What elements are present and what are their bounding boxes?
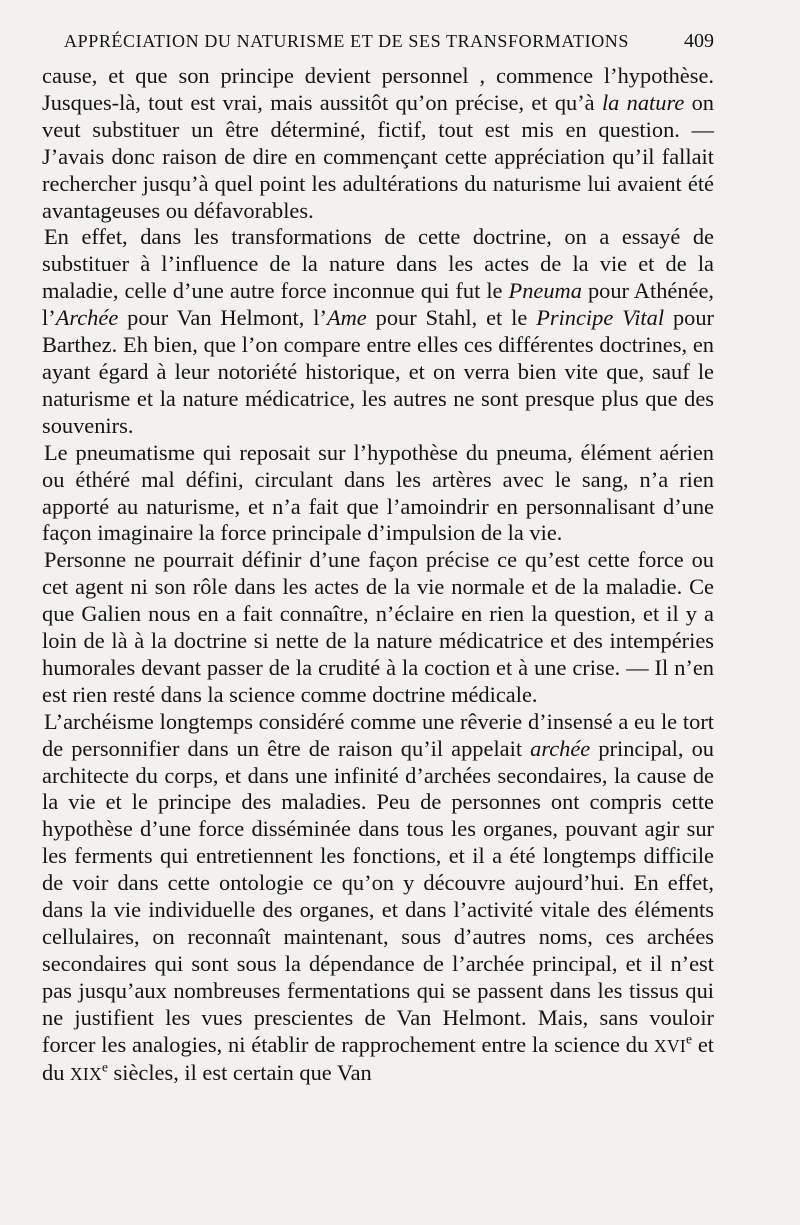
- paragraph-5: L’archéisme longtemps considéré comme une rêverie d’insensé a eu le tort de personnifier dans un être de raison qu’il appelait archée principal, ou architecte du corps, et dans une infinité d’archées secondaires, la cause de la vie et le principe des maladies. Peu de personnes ont compris cette hypothèse d’une force disséminée dans tous les organes, pouvant agir sur les ferments qui entretiennent les fonctions, et il a été longtemps difficile de voir dans cette ontologie ce qu’on y découvre aujourd’hui. En effet, dans la vie individuelle des organes, et dans l’activité vitale des éléments cellulaires, on reconnaît maintenant, sous d’autres noms, ces archées secondaires qui sont sous la dépendance de l’archée principal, et il n’est pas jusqu’aux nombreuses fermentations qui se passent dans les tissus qui ne justifient les vues prescientes de Van Helmont. Mais, sans vouloir forcer les analogies, ni établir de rapprochement entre la science du XVIe et du XIXe siècles, il est certain que Van: [42, 708, 714, 1085]
- running-title: APPRÉCIATION DU NATURISME ET DE SES TRANSFORMATIONS: [64, 31, 630, 51]
- paragraph-4: Personne ne pourrait définir d’une façon précise ce qu’est cette force ou cet agent ni son rôle dans les actes de la vie normale et de la maladie. Ce que Galien nous en a fait connaître, n’éclaire en rien la question, et il y a loin de là à la doctrine si nette de la nature médicatrice et des intempéries humorales devant passer de la crudité à la coction et à une crise. — Il n’en est rien resté dans la science comme doctrine médicale.: [42, 547, 714, 707]
- body-text: [42, 63, 714, 1087]
- italic-term: archée: [530, 735, 591, 761]
- italic-term: Ame: [326, 305, 367, 331]
- superscript: e: [101, 1059, 108, 1075]
- italic-term: la nature: [601, 89, 685, 115]
- superscript: e: [686, 1031, 692, 1047]
- paragraph-3: Le pneumatisme qui reposait sur l’hypothèse du pneuma, élément aérien ou éthéré mal défini, circulant dans les artères avec le sang, n’a rien apporté au naturisme, et n’a fait que l’amoindrir en personnalisant d’une façon imaginaire la force principale d’impulsion de la vie.: [42, 439, 714, 546]
- italic-term: Archée: [55, 305, 119, 331]
- century-numeral: XVI: [654, 1035, 686, 1056]
- century-numeral: XIX: [70, 1063, 102, 1084]
- running-head: [64, 30, 714, 53]
- page-number: 409: [684, 30, 714, 52]
- paragraph-2: En effet, dans les transformations de cette doctrine, on a essayé de substituer à l’influence de la nature dans les actes de la vie et de la maladie, celle d’une autre force inconnue qui fut le Pneuma pour Athénée, l’Archée pour Van Helmont, l’Ame pour Stahl, et le Principe Vital pour Barthez. Eh bien, que l’on compare entre elles ces différentes doctrines, en ayant égard à leur notoriété historique, et on verra bien vite que, sauf le naturisme et la nature médicatrice, les autres ne sont presque plus que des souvenirs.: [42, 224, 714, 438]
- paragraph-1: cause, et que son principe devient personnel , commence l’hypothèse. Jusques-là, tout est vrai, mais aussitôt qu’on précise, et qu’à la nature on veut substituer un être déterminé, fictif, tout est mis en question. — J’avais donc raison de dire en commençant cette appréciation qu’il fallait rechercher jusqu’à quel point les adultérations du naturisme lui avaient été avantageuses ou défavorables.: [42, 63, 714, 223]
- italic-term: Pneuma: [508, 278, 582, 304]
- italic-term: Principe Vital: [536, 305, 665, 331]
